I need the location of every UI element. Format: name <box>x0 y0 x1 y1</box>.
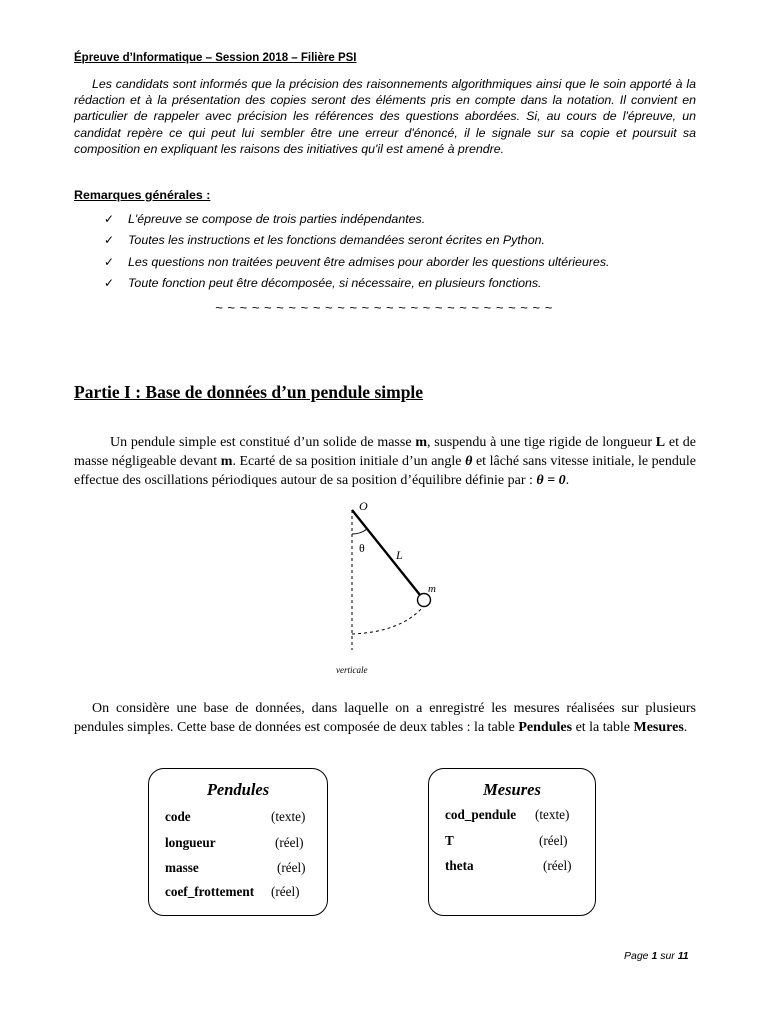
field-type: (réel) <box>543 858 572 873</box>
remark-text: L'épreuve se compose de trois parties indépendantes. <box>128 212 426 226</box>
field-type: (réel) <box>277 860 306 875</box>
pendulum-diagram <box>330 496 450 678</box>
section-title: Partie I : Base de données d’un pendule simple <box>74 382 424 402</box>
remark-item <box>104 252 609 273</box>
label-O: O <box>359 499 368 513</box>
exam-header-title: Épreuve d’Informatique – Session 2018 – Filière PSI <box>74 52 357 64</box>
table-field-row <box>165 860 306 876</box>
field-name: longueur <box>165 835 216 850</box>
remark-text: Toute fonction peut être décomposée, si nécessaire, en plusieurs fonctions. <box>128 275 542 290</box>
remark-item <box>104 273 609 294</box>
checkmark-icon: ✓ <box>104 275 115 290</box>
page-footer: Page 1 sur 11 <box>624 950 689 962</box>
table-title: Pendules <box>206 780 270 799</box>
field-name: cod_pendule <box>445 807 517 822</box>
table-field-row <box>165 809 306 825</box>
label-m: m <box>428 583 436 595</box>
table-field-row <box>445 807 570 823</box>
field-type: (réel) <box>539 833 568 848</box>
field-type: (réel) <box>271 884 300 899</box>
table-field-row <box>165 884 300 900</box>
table-mesures <box>428 768 596 916</box>
table-title: Mesures <box>483 780 541 799</box>
label-L: L <box>396 548 403 562</box>
field-name: code <box>165 809 191 824</box>
remark-text: Les questions non traitées peuvent être admises pour aborder les questions ultérieures. <box>128 254 610 269</box>
remark-item <box>104 230 609 251</box>
checkmark-icon: ✓ <box>104 212 115 226</box>
label-verticale: verticale <box>336 665 368 675</box>
table-field-row <box>445 858 572 874</box>
table-field-row <box>445 833 568 849</box>
remark-item <box>104 209 609 230</box>
table-pendules <box>148 768 328 916</box>
intro-paragraph: Les candidats sont informés que la précision des raisonnements algorithmiques ainsi que le soin apporté à la rédaction et à la présentation des copies seront des éléments pris en compte dans la notation. Il convient en particulier de rappeler avec précision les références des questions abordées. Si, au cours de l'épreuve, un candidat repère ce qui peut lui sembler être une erreur d'énoncé, il le signale sur sa copie et poursuit sa composition en expliquant les raisons des initiatives qu'il est amené à prendre. <box>74 77 696 156</box>
angle-arc <box>352 529 367 534</box>
remarks-title: Remarques générales : <box>74 188 211 202</box>
checkmark-icon: ✓ <box>104 254 115 269</box>
field-name: coef_frottement <box>165 884 255 899</box>
remarks-list <box>104 209 609 294</box>
field-name: T <box>445 833 454 848</box>
field-type: (texte) <box>271 809 306 824</box>
field-type: (réel) <box>275 835 304 850</box>
tilde-separator: ~ ~ ~ ~ ~ ~ ~ ~ ~ ~ ~ ~ ~ ~ ~ ~ ~ ~ ~ ~ ~ ~ ~ ~ ~ ~ ~ ~ <box>215 300 553 315</box>
trajectory-arc <box>352 608 422 634</box>
table-field-row <box>165 835 304 851</box>
label-theta: θ <box>359 541 365 555</box>
field-name: masse <box>165 860 199 875</box>
pendulum-mass <box>418 594 431 607</box>
checkmark-icon: ✓ <box>104 233 115 248</box>
remark-text: Toutes les instructions et les fonctions demandées seront écrites en Python. <box>128 233 545 248</box>
field-type: (texte) <box>535 807 570 822</box>
field-name: theta <box>445 858 474 873</box>
database-description-paragraph: On considère une base de données, dans laquelle on a enregistré les mesures réalisées sur plusieurs pendules simples. Cette base de données est composée de deux tables : la table Pendules et la table Mesures. <box>74 701 696 736</box>
pendulum-description-paragraph: Un pendule simple est constitué d’un solide de masse m, suspendu à une tige rigide de longueur L et de masse négligeable devant m. Ecarté de sa position initiale d’un angle θ et lâché sans vitesse initiale, le pendule effectue des oscillations périodiques autour de sa position d’équilibre définie par : θ = 0. <box>74 435 697 489</box>
